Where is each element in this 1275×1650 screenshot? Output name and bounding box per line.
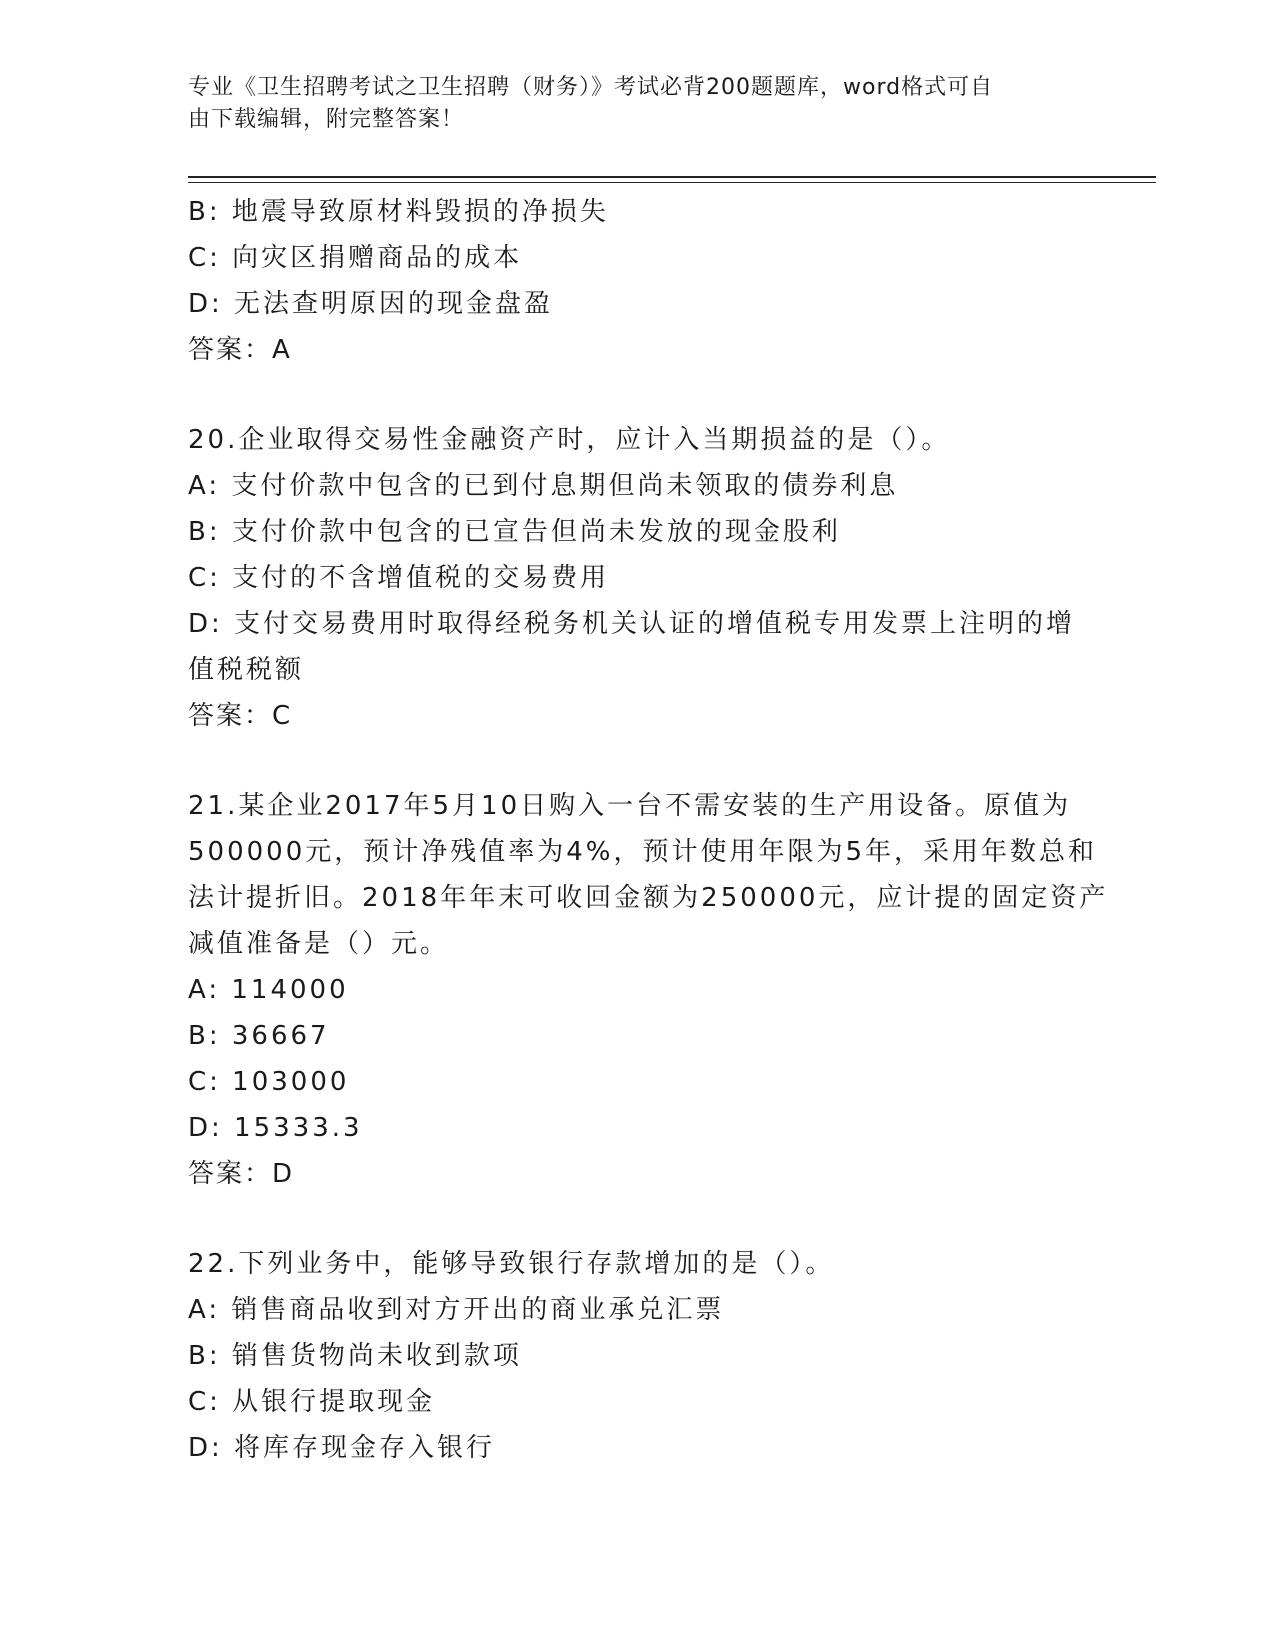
question-19-tail xyxy=(188,189,1088,373)
option-b: B: 支付价款中包含的已宣告但尚未发放的现金股利 xyxy=(188,517,841,547)
question-stem-line-4: 减值准备是（）元。 xyxy=(188,929,450,959)
option-d-continuation: 值税税额 xyxy=(188,655,305,685)
option-c: C: 支付的不含增值税的交易费用 xyxy=(188,563,610,593)
question-spacer xyxy=(188,739,1088,783)
option-d: D: 无法查明原因的现金盘盈 xyxy=(188,289,554,319)
answer-line: 答案：C xyxy=(188,701,293,731)
question-stem-line-2: 500000元，预计净残值率为4%，预计使用年限为5年，采用年数总和 xyxy=(188,837,1098,867)
option-b: B: 36667 xyxy=(188,1021,330,1051)
option-c: C: 103000 xyxy=(188,1067,350,1097)
answer-line: 答案：A xyxy=(188,335,292,365)
option-d: D: 将库存现金存入银行 xyxy=(188,1433,496,1463)
question-spacer xyxy=(188,1197,1088,1241)
option-b: B: 地震导致原材料毁损的净损失 xyxy=(188,197,609,227)
option-a: A: 支付价款中包含的已到付息期但尚未领取的债券利息 xyxy=(188,471,899,501)
option-a: A: 销售商品收到对方开出的商业承兑汇票 xyxy=(188,1295,725,1325)
header-line-1: 专业《卫生招聘考试之卫生招聘（财务）》考试必背200题题库，word格式可自 xyxy=(188,75,994,100)
document-header xyxy=(188,72,1088,136)
option-c: C: 从银行提取现金 xyxy=(188,1387,436,1417)
option-c: C: 向灾区捐赠商品的成本 xyxy=(188,243,523,273)
option-d: D: 支付交易费用时取得经税务机关认证的增值税专用发票上注明的增 xyxy=(188,609,1076,639)
header-divider-thick xyxy=(188,176,1156,178)
question-stem: 20.企业取得交易性金融资产时，应计入当期损益的是（）。 xyxy=(188,425,951,455)
question-stem-line-1: 21.某企业2017年5月10日购入一台不需安装的生产用设备。原值为 xyxy=(188,791,1072,821)
question-stem: 22.下列业务中，能够导致银行存款增加的是（）。 xyxy=(188,1249,835,1279)
question-stem-line-3: 法计提折旧。2018年年末可收回金额为250000元，应计提的固定资产 xyxy=(188,883,1109,913)
header-divider-thin xyxy=(188,182,1156,183)
question-list xyxy=(188,189,1109,1471)
question-21 xyxy=(188,783,1109,1197)
question-spacer xyxy=(188,373,1088,417)
answer-line: 答案：D xyxy=(188,1159,295,1189)
option-a: A: 114000 xyxy=(188,975,349,1005)
header-line-2: 由下载编辑，附完整答案！ xyxy=(188,107,465,132)
option-d: D: 15333.3 xyxy=(188,1113,363,1143)
option-b: B: 销售货物尚未收到款项 xyxy=(188,1341,522,1371)
question-22 xyxy=(188,1241,1088,1471)
question-20 xyxy=(188,417,1088,739)
